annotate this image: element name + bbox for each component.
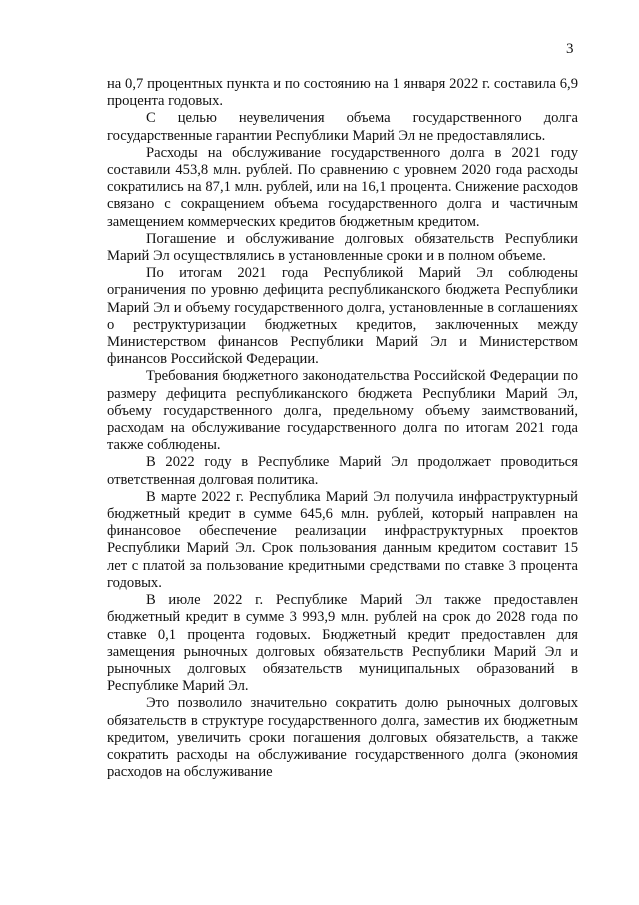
paragraph-repayment: Погашение и обслуживание долговых обязательств Республики Марий Эл осуществлялись в установленные сроки и в полном объеме. xyxy=(107,230,578,265)
paragraph-infrastructure-credit: В марте 2022 г. Республика Марий Эл получила инфраструктурный бюджетный кредит в сумме 645,6 млн. рублей, который направлен на финансовое обеспечение реализации инфраструктурных проектов Республики Марий Эл. Срок пользования данным кредитом составит 15 лет с платой за пользование кредитными средствами по ставке 3 процента годовых. xyxy=(107,488,578,591)
paragraph-effect: Это позволило значительно сократить долю рыночных долговых обязательств в структуре государственного долга, заместив их бюджетным кредитом, увеличить сроки погашения долговых обязательств, а также сократить расходы на обслуживание государственного долга (экономия расходов на обслуживание xyxy=(107,695,578,781)
page-number: 3 xyxy=(566,41,574,57)
document-body xyxy=(107,76,578,781)
paragraph-debt-service-expenses: Расходы на обслуживание государственного долга в 2021 году составили 453,8 млн. рублей. По сравнению с уровнем 2020 года расходы сократились на 87,1 млн. рублей, или на 16,1 процента. Снижение расходов связано с сокращением объема государственного долга и частичным замещением коммерческих кредитов бюджетным кредитом. xyxy=(107,144,578,230)
paragraph-guarantees: С целью неувеличения объема государственного долга государственные гарантии Республики Марий Эл не предоставлялись. xyxy=(107,110,578,144)
paragraph-restrictions: По итогам 2021 года Республикой Марий Эл соблюдены ограничения по уровню дефицита республиканского бюджета Республики Марий Эл и объему государственного долга, установленные в соглашениях о реструктуризации бюджетных кредитов, заключенных между Министерством финансов Республики Марий Эл и Министерством финансов Российской Федерации. xyxy=(107,265,578,368)
paragraph-july-credit: В июле 2022 г. Республике Марий Эл также предоставлен бюджетный кредит в сумме 3 993,9 млн. рублей на срок до 2028 года по ставке 0,1 процента годовых. Бюджетный кредит предоставлен для замещения рыночных долговых обязательств Республики Марий Эл и рыночных долговых обязательств муниципальных образований в Республике Марий Эл. xyxy=(107,592,578,695)
paragraph-debt-policy-2022: В 2022 году в Республике Марий Эл продолжает проводиться ответственная долговая политика. xyxy=(107,454,578,488)
paragraph-legislation-requirements: Требования бюджетного законодательства Российской Федерации по размеру дефицита республиканского бюджета Республики Марий Эл, объему государственного долга, предельному объему заимствований, расходам на обслуживание государственного долга по итогам 2021 года также соблюдены. xyxy=(107,368,578,454)
paragraph-continuation: на 0,7 процентных пункта и по состоянию на 1 января 2022 г. составила 6,9 процента годовых. xyxy=(107,76,578,110)
